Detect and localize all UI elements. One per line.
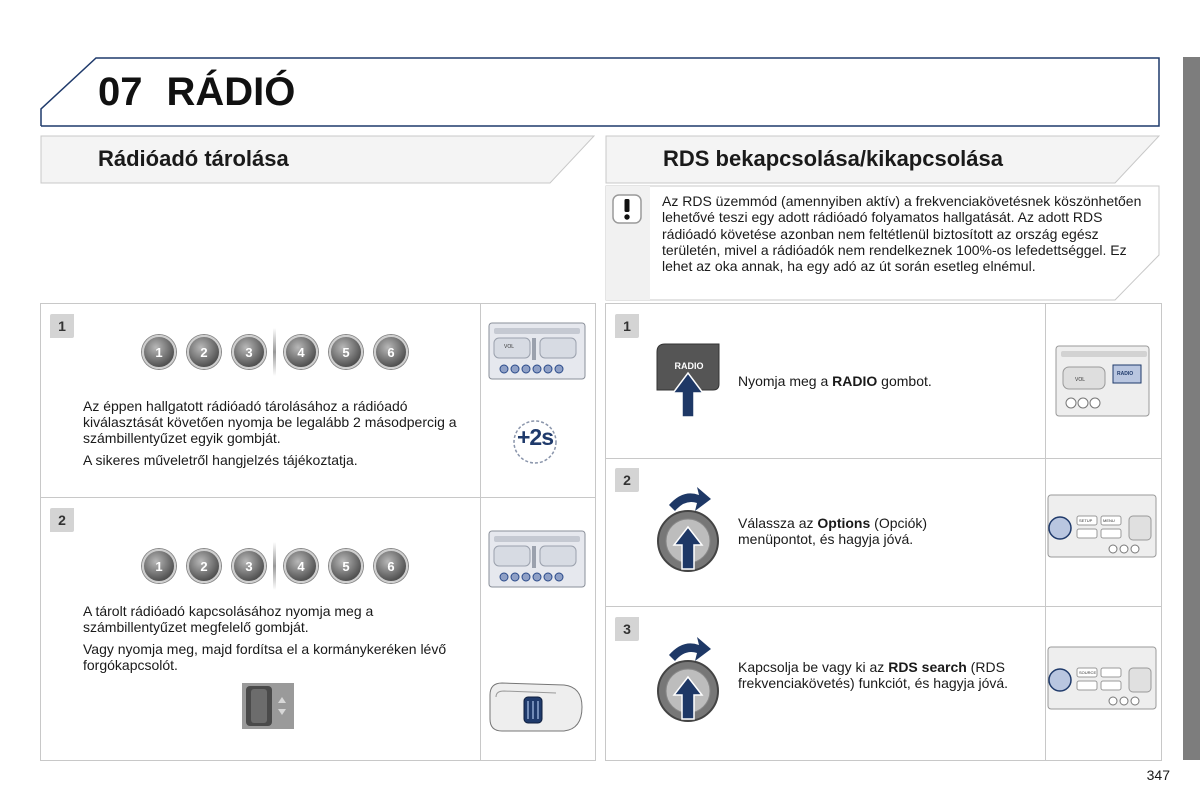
radio-button-label: RADIO <box>674 361 704 371</box>
radio-panel-knob-thumbnail <box>1047 494 1157 558</box>
panel-source-label: SOURCE <box>1079 670 1097 675</box>
preset-divider <box>273 542 276 590</box>
right-step-2-text <box>738 515 988 547</box>
chapter-name: RÁDIÓ <box>166 70 296 114</box>
right-step-1-text-a: Nyomja meg a <box>738 373 833 389</box>
step-badge-right-1-label: 1 <box>623 318 631 334</box>
step-badge-left-1-label: 1 <box>58 318 66 334</box>
preset-button-6[interactable]: 6 <box>374 335 408 369</box>
page-number: 347 <box>1146 767 1170 783</box>
panel-radio-label: RADIO <box>1117 371 1134 377</box>
right-step-1-text-bold: RADIO <box>832 373 878 389</box>
warning-exclamation-icon <box>612 194 642 224</box>
right-step-3-text-a: Kapcsolja be vagy ki az <box>738 659 889 675</box>
right-step-1-text-b: gombot. <box>877 373 932 389</box>
rotary-knob-press-icon <box>655 483 721 579</box>
chapter-number: 07 <box>98 70 143 114</box>
right-step-3-text <box>738 659 1023 691</box>
preset-button-row-1 <box>142 328 419 376</box>
radio-panel-thumbnail <box>488 530 586 588</box>
panel-setup-label: SETUP <box>1079 518 1093 523</box>
step-badge-left-2-label: 2 <box>58 512 66 528</box>
radio-panel-radio-thumbnail <box>1055 345 1150 417</box>
panel-vol-label: VOL <box>1075 377 1086 383</box>
right-step-2-text-a: Válassza az <box>738 515 818 531</box>
left-step-1-paragraph-2: A sikeres műveletről hangjelzés tájékoztatja. <box>83 452 358 468</box>
radio-panel-knob-thumbnail <box>1047 646 1157 710</box>
preset-button-1[interactable]: 1 <box>142 335 176 369</box>
right-step-2-text-b: (Opciók) menüpontot, és hagyja jóvá. <box>738 515 928 547</box>
steering-stalk-thumbnail <box>486 677 586 737</box>
step-badge-right-2-label: 2 <box>623 472 631 488</box>
right-step-1-text <box>738 373 1028 389</box>
right-step-3-text-bold: RDS search <box>888 659 967 675</box>
preset-button-3[interactable]: 3 <box>232 549 266 583</box>
preset-button-2[interactable]: 2 <box>187 549 221 583</box>
preset-button-3[interactable]: 3 <box>232 335 266 369</box>
panel-vol-label: VOL <box>504 344 515 350</box>
step-badge-right-3-label: 3 <box>623 621 631 637</box>
radio-panel-thumbnail <box>488 322 586 380</box>
hold-2s-label: +2s <box>516 424 553 450</box>
left-step-2-text <box>83 603 468 679</box>
preset-button-5[interactable]: 5 <box>329 549 363 583</box>
right-step-2-text-bold: Options <box>817 515 871 531</box>
right-step-3-text-b: (RDS frekvenciakövetés) funkciót, és hagyja jóvá. <box>738 659 1009 691</box>
left-step-2-paragraph-1: A tárolt rádióadó kapcsolásához nyomja meg a számbillentyűzet megfelelő gombját. <box>83 603 374 635</box>
rotary-knob-press-icon <box>655 633 721 729</box>
preset-button-4[interactable]: 4 <box>284 549 318 583</box>
steering-rotary-switch-icon <box>242 683 294 729</box>
radio-button-press-icon <box>655 343 721 419</box>
preset-button-1[interactable]: 1 <box>142 549 176 583</box>
preset-button-6[interactable]: 6 <box>374 549 408 583</box>
preset-button-4[interactable]: 4 <box>284 335 318 369</box>
right-section-title: RDS bekapcsolása/kikapcsolása <box>663 146 1003 171</box>
left-section-title: Rádióadó tárolása <box>98 146 289 171</box>
left-step-1-paragraph-1: Az éppen hallgatott rádióadó tárolásához a rádióadó kiválasztását követően nyomja be legalább 2 másodpercig a számbillentyűzet egyik gombját. <box>83 398 457 446</box>
panel-menu-label: MENU <box>1103 518 1115 523</box>
rds-warning-text: Az RDS üzemmód (amennyiben aktív) a frekvenciakövetésnek köszönhetően lehetővé teszi egy adott rádióadó folyamatos hallgatását. Az adott RDS rádióadó követése azonban nem feltétlenül biztosított az ország egész területén, mivel a rádióadók nem rendelkeznek 100%-os lefedettséggel. Ez lehet az oka annak, ha egy adó az út során esetleg elnémul. <box>662 193 1142 275</box>
preset-divider <box>273 328 276 376</box>
preset-button-row-2 <box>142 542 419 590</box>
side-tab-bar <box>1183 57 1200 760</box>
left-step-2-paragraph-2: Vagy nyomja meg, majd fordítsa el a kormánykeréken lévő forgókapcsolót. <box>83 641 447 673</box>
chapter-title <box>98 62 295 122</box>
preset-button-5[interactable]: 5 <box>329 335 363 369</box>
preset-button-2[interactable]: 2 <box>187 335 221 369</box>
left-step-1-text <box>83 398 468 474</box>
